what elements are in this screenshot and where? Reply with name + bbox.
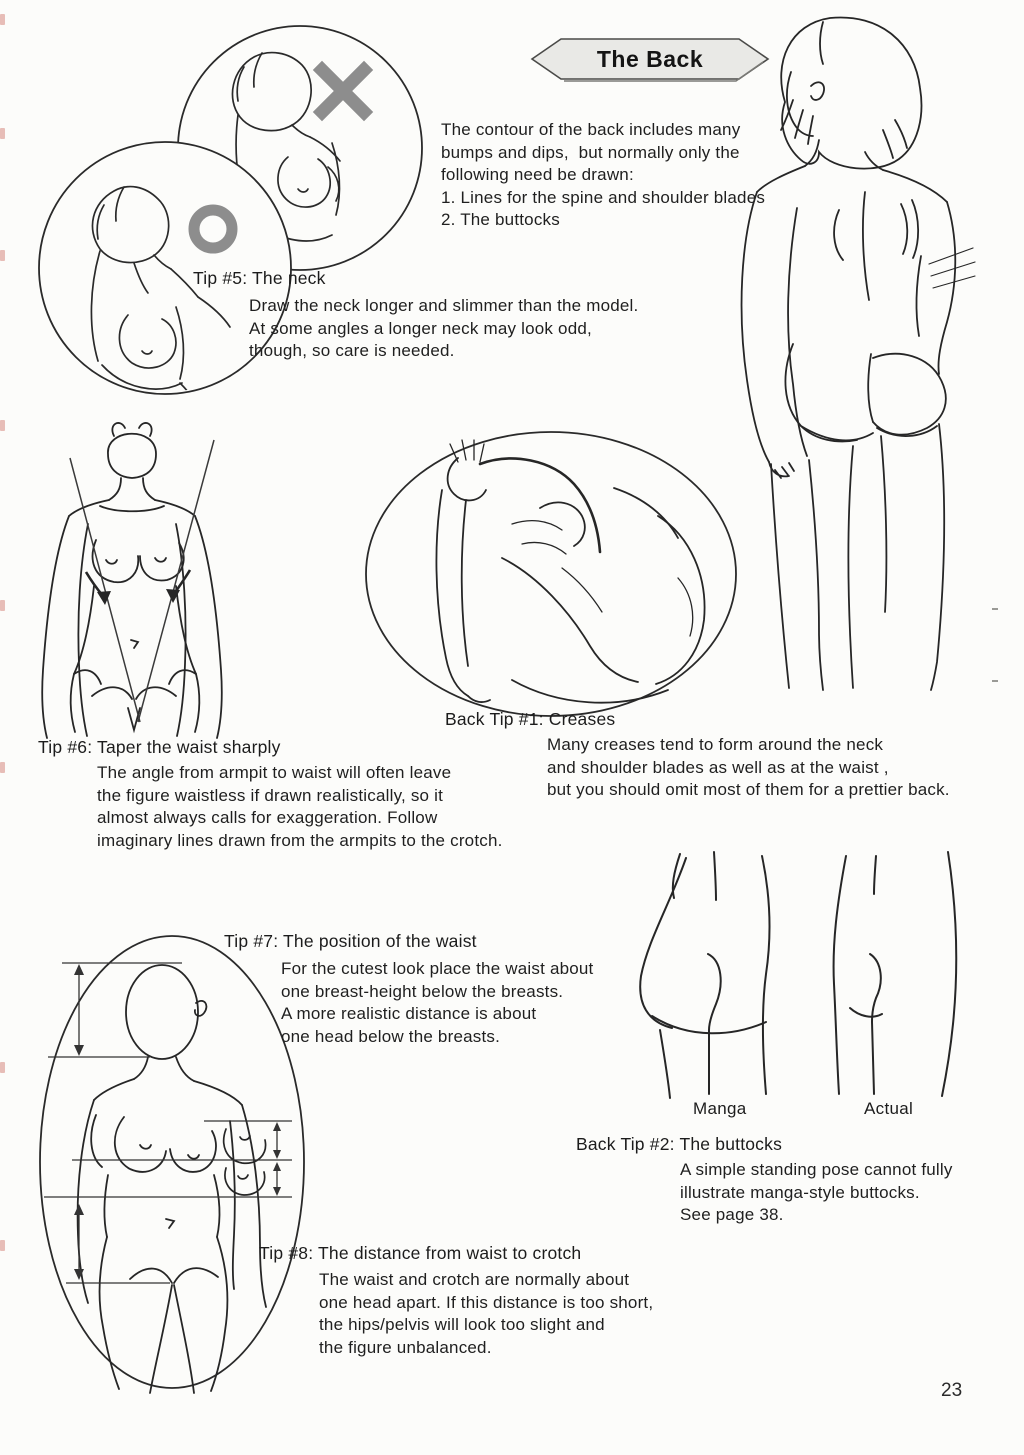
tip8-line: the figure unbalanced. — [319, 1337, 492, 1357]
scan-edge-mark — [0, 600, 5, 611]
tip5-line: At some angles a longer neck may look odd, — [249, 318, 592, 338]
manga-buttocks-drawing — [640, 852, 769, 1098]
tip7-line: one breast-height below the breasts. — [281, 981, 564, 1001]
tip6-line: imaginary lines drawn from the armpits to the crotch. — [97, 830, 503, 850]
intro-line: The contour of the back includes many — [441, 120, 741, 139]
back-tip1-line: and shoulder blades as well as at the waist , — [547, 757, 889, 777]
tip8-line: the hips/pelvis will look too slight and — [319, 1315, 605, 1335]
back-tip2-line: A simple standing pose cannot fully — [680, 1160, 953, 1179]
back-tip2-line: See page 38. — [680, 1205, 784, 1225]
figure-taper-torso — [28, 412, 323, 747]
intro-line: 2. The buttocks — [441, 210, 560, 230]
tip7-line: For the cutest look place the waist about — [281, 959, 594, 978]
manga-label: Manga — [693, 1099, 747, 1118]
tip8-heading: Tip #8: The distance from waist to crotch — [259, 1243, 582, 1263]
tip5-body — [249, 295, 638, 363]
measurement-lines — [44, 963, 292, 1283]
tip5-line: Draw the neck longer and slimmer than the model. — [249, 296, 639, 315]
breast-height-detail — [224, 1129, 266, 1195]
tip5-heading: Tip #5: The neck — [193, 268, 326, 288]
intro-line: bumps and dips, but normally only the — [441, 142, 740, 162]
tip6-body — [97, 762, 503, 852]
tip8-line: The waist and crotch are normally about — [319, 1270, 630, 1289]
tip6-heading: Tip #6: Taper the waist sharply — [38, 737, 281, 757]
tip6-line: The angle from armpit to waist will often leave — [97, 763, 452, 782]
tip7-line: one head below the breasts. — [281, 1026, 500, 1046]
tip7-line: A more realistic distance is about — [281, 1004, 537, 1024]
actual-label: Actual — [864, 1099, 914, 1118]
tip7-body — [281, 958, 593, 1048]
scan-edge-mark — [0, 14, 5, 25]
back-tip2-heading: Back Tip #2: The buttocks — [576, 1134, 783, 1154]
figure-buttocks-comparison — [628, 842, 980, 1104]
scan-edge-mark — [992, 680, 998, 682]
tip8-body — [319, 1269, 653, 1359]
figure-back-creases — [362, 428, 740, 720]
tip6-line: the figure waistless if drawn realistically, so it — [97, 785, 444, 805]
tip7-heading: Tip #7: The position of the waist — [224, 931, 477, 951]
scan-edge-mark — [992, 608, 998, 610]
back-tip1-line: but you should omit most of them for a prettier back. — [547, 780, 950, 800]
back-tip2-line: illustrate manga-style buttocks. — [680, 1182, 920, 1202]
back-tip1-line: Many creases tend to form around the neck — [547, 735, 884, 754]
tip8-line: one head apart. If this distance is too short, — [319, 1292, 654, 1312]
intro-line: following need be drawn: — [441, 165, 634, 185]
page-number: 23 — [941, 1380, 963, 1401]
scan-edge-mark — [0, 1062, 5, 1073]
scan-edge-mark — [0, 1240, 5, 1251]
scan-edge-mark — [0, 420, 5, 431]
tip5-line: though, so care is needed. — [249, 341, 455, 361]
scan-edge-mark — [0, 762, 5, 773]
back-tip1-heading: Back Tip #1: Creases — [445, 709, 616, 729]
figure-waist-proportions — [32, 933, 322, 1395]
back-tip1-body — [547, 734, 950, 802]
back-tip2-body — [680, 1159, 953, 1227]
scan-edge-mark — [0, 128, 5, 139]
intro-line: 1. Lines for the spine and shoulder blades — [441, 187, 766, 207]
section-banner — [530, 36, 770, 82]
intro-text-block — [441, 119, 765, 232]
figure-standing-back-view — [735, 12, 980, 692]
actual-buttocks-drawing — [834, 852, 957, 1096]
tip6-line: almost always calls for exaggeration. Follow — [97, 808, 438, 828]
scan-edge-mark — [0, 250, 5, 261]
banner-title: The Back — [596, 45, 704, 72]
